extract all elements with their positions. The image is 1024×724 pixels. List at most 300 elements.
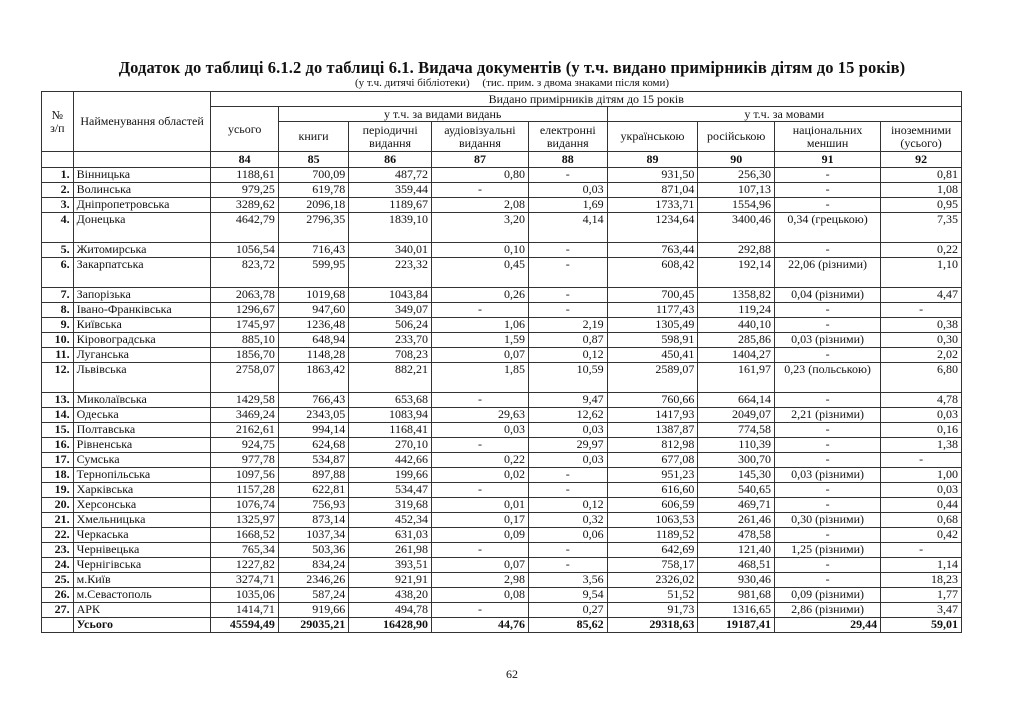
header-books: книги — [278, 122, 348, 152]
data-cell: 340,01 — [349, 243, 432, 258]
data-cell: 921,91 — [349, 573, 432, 588]
data-cell: 442,66 — [349, 453, 432, 468]
table-row — [42, 333, 962, 348]
data-cell: 885,10 — [211, 333, 278, 348]
data-cell: 1668,52 — [211, 528, 278, 543]
data-cell: 587,24 — [278, 588, 348, 603]
data-cell: - — [431, 603, 528, 618]
data-cell: 3,20 — [431, 213, 528, 243]
data-cell: 1554,96 — [698, 198, 775, 213]
data-cell: 871,04 — [607, 183, 698, 198]
data-cell: 1189,67 — [349, 198, 432, 213]
data-cell: 2049,07 — [698, 408, 775, 423]
data-cell: - — [774, 453, 880, 468]
column-number: 88 — [528, 152, 607, 168]
data-cell: 6,80 — [881, 363, 962, 393]
data-cell: 700,45 — [607, 288, 698, 303]
data-cell: 534,87 — [278, 453, 348, 468]
data-cell: 873,14 — [278, 513, 348, 528]
row-number: 19. — [42, 483, 74, 498]
data-cell: 145,30 — [698, 468, 775, 483]
table-row — [42, 438, 962, 453]
row-number: 23. — [42, 543, 74, 558]
data-cell: - — [431, 543, 528, 558]
data-cell: 91,73 — [607, 603, 698, 618]
data-cell: 0,09 — [431, 528, 528, 543]
row-number: 21. — [42, 513, 74, 528]
data-cell: - — [431, 483, 528, 498]
data-cell: 1234,64 — [607, 213, 698, 243]
data-cell: 1,85 — [431, 363, 528, 393]
data-cell: - — [528, 243, 607, 258]
data-cell: 0,42 — [881, 528, 962, 543]
data-cell: 1056,54 — [211, 243, 278, 258]
data-cell: 2,19 — [528, 318, 607, 333]
data-cell: - — [881, 543, 962, 558]
header-audiovisual: аудіовізуальні видання — [431, 122, 528, 152]
region-name: Луганська — [73, 348, 211, 363]
data-cell: 2162,61 — [211, 423, 278, 438]
data-cell: 653,68 — [349, 393, 432, 408]
header-ukrainian: українською — [607, 122, 698, 152]
data-cell: 1856,70 — [211, 348, 278, 363]
table-row — [42, 348, 962, 363]
data-cell: 1325,97 — [211, 513, 278, 528]
region-name: Тернопільська — [73, 468, 211, 483]
table-row — [42, 393, 962, 408]
data-cell: 2343,05 — [278, 408, 348, 423]
region-name: Хмельницька — [73, 513, 211, 528]
data-cell: 716,43 — [278, 243, 348, 258]
data-cell: - — [774, 243, 880, 258]
table-row — [42, 513, 962, 528]
header-total: усього — [211, 107, 278, 152]
data-cell: 223,32 — [349, 258, 432, 288]
data-cell: 1,38 — [881, 438, 962, 453]
column-number: 92 — [881, 152, 962, 168]
data-cell: 1417,93 — [607, 408, 698, 423]
data-cell: 12,62 — [528, 408, 607, 423]
data-cell: 1,69 — [528, 198, 607, 213]
data-cell: 619,78 — [278, 183, 348, 198]
data-cell: 1296,67 — [211, 303, 278, 318]
total-cell: 29318,63 — [607, 618, 698, 633]
data-cell: 540,65 — [698, 483, 775, 498]
data-cell: 1358,82 — [698, 288, 775, 303]
data-cell: 0,08 — [431, 588, 528, 603]
data-cell: - — [431, 393, 528, 408]
table-row — [42, 408, 962, 423]
data-cell: 4,78 — [881, 393, 962, 408]
data-cell: 642,69 — [607, 543, 698, 558]
data-cell: 1019,68 — [278, 288, 348, 303]
data-cell: 468,51 — [698, 558, 775, 573]
data-cell: 1236,48 — [278, 318, 348, 333]
data-cell: 3274,71 — [211, 573, 278, 588]
region-name: Чернігівська — [73, 558, 211, 573]
data-cell: 0,16 — [881, 423, 962, 438]
data-cell: 319,68 — [349, 498, 432, 513]
column-number: 91 — [774, 152, 880, 168]
data-cell: 1148,28 — [278, 348, 348, 363]
data-cell: 616,60 — [607, 483, 698, 498]
total-cell: 29035,21 — [278, 618, 348, 633]
data-cell: 0,30 — [881, 333, 962, 348]
row-number: 18. — [42, 468, 74, 483]
data-cell: 0,10 — [431, 243, 528, 258]
data-cell: 285,86 — [698, 333, 775, 348]
data-cell: 452,34 — [349, 513, 432, 528]
table-row — [42, 423, 962, 438]
data-cell: 1063,53 — [607, 513, 698, 528]
row-number: 16. — [42, 438, 74, 453]
table-row — [42, 498, 962, 513]
data-cell: 931,50 — [607, 168, 698, 183]
data-cell: 0,03 — [881, 483, 962, 498]
data-cell: - — [774, 183, 880, 198]
region-name: Донецька — [73, 213, 211, 243]
data-cell: 622,81 — [278, 483, 348, 498]
data-cell: 192,14 — [698, 258, 775, 288]
data-cell: 119,24 — [698, 303, 775, 318]
data-cell: 951,23 — [607, 468, 698, 483]
data-cell: 300,70 — [698, 453, 775, 468]
table-row — [42, 363, 962, 393]
data-cell: 947,60 — [278, 303, 348, 318]
table-row — [42, 588, 962, 603]
data-cell: 1316,65 — [698, 603, 775, 618]
region-name: Дніпропетровська — [73, 198, 211, 213]
data-cell: 2,86 (різними) — [774, 603, 880, 618]
data-cell: - — [528, 258, 607, 288]
data-cell: 0,07 — [431, 558, 528, 573]
data-cell: 3400,46 — [698, 213, 775, 243]
row-number: 17. — [42, 453, 74, 468]
data-cell: 1305,49 — [607, 318, 698, 333]
header-by-language: у т.ч. за мовами — [607, 107, 961, 122]
header-issued: Видано примірників дітям до 15 років — [211, 92, 962, 107]
data-cell: - — [774, 498, 880, 513]
data-cell: 1043,84 — [349, 288, 432, 303]
data-cell: 631,03 — [349, 528, 432, 543]
data-cell: 261,46 — [698, 513, 775, 528]
data-cell: 256,30 — [698, 168, 775, 183]
data-cell: 110,39 — [698, 438, 775, 453]
data-cell: 708,23 — [349, 348, 432, 363]
data-cell: - — [774, 528, 880, 543]
column-number-blank — [73, 152, 211, 168]
data-cell: - — [881, 303, 962, 318]
data-cell: 2,21 (різними) — [774, 408, 880, 423]
data-cell: 1,14 — [881, 558, 962, 573]
row-number: 6. — [42, 258, 74, 288]
data-cell: - — [774, 483, 880, 498]
column-number: 85 — [278, 152, 348, 168]
data-cell: 450,41 — [607, 348, 698, 363]
table-row — [42, 528, 962, 543]
column-number: 84 — [211, 152, 278, 168]
row-number: 1. — [42, 168, 74, 183]
data-cell: - — [528, 288, 607, 303]
data-cell: 930,46 — [698, 573, 775, 588]
data-cell: 0,01 — [431, 498, 528, 513]
data-cell: 1863,42 — [278, 363, 348, 393]
data-cell: 494,78 — [349, 603, 432, 618]
table-row — [42, 213, 962, 243]
data-cell: 1177,43 — [607, 303, 698, 318]
header-electronic: електронні видання — [528, 122, 607, 152]
data-cell: 606,59 — [607, 498, 698, 513]
row-number: 15. — [42, 423, 74, 438]
subtitle-children-libraries: (у т.ч. дитячі бібліотеки) — [354, 77, 470, 89]
row-number: 9. — [42, 318, 74, 333]
data-cell: - — [774, 303, 880, 318]
table-row — [42, 543, 962, 558]
data-cell: 0,03 — [431, 423, 528, 438]
data-cell: 503,36 — [278, 543, 348, 558]
table-row — [42, 603, 962, 618]
data-cell: 0,30 (різними) — [774, 513, 880, 528]
total-row-number — [42, 618, 74, 633]
data-cell: - — [528, 168, 607, 183]
data-cell: 981,68 — [698, 588, 775, 603]
data-cell: 1404,27 — [698, 348, 775, 363]
region-name: Херсонська — [73, 498, 211, 513]
data-cell: 994,14 — [278, 423, 348, 438]
data-cell: 2346,26 — [278, 573, 348, 588]
data-cell: 0,80 — [431, 168, 528, 183]
data-cell: 440,10 — [698, 318, 775, 333]
region-name: Полтавська — [73, 423, 211, 438]
total-cell: 16428,90 — [349, 618, 432, 633]
header-minorities: національних меншин — [774, 122, 880, 152]
data-cell: 0,12 — [528, 348, 607, 363]
data-cell: 664,14 — [698, 393, 775, 408]
row-number: 10. — [42, 333, 74, 348]
data-cell: 233,70 — [349, 333, 432, 348]
table-row — [42, 468, 962, 483]
data-cell: 924,75 — [211, 438, 278, 453]
data-cell: - — [774, 348, 880, 363]
data-cell: 648,94 — [278, 333, 348, 348]
data-cell: 0,95 — [881, 198, 962, 213]
data-cell: - — [528, 543, 607, 558]
data-cell: 199,66 — [349, 468, 432, 483]
data-cell: - — [774, 198, 880, 213]
row-number: 24. — [42, 558, 74, 573]
data-cell: 29,63 — [431, 408, 528, 423]
data-cell: 4,14 — [528, 213, 607, 243]
data-cell: - — [774, 558, 880, 573]
data-cell: 2,98 — [431, 573, 528, 588]
data-cell: 0,45 — [431, 258, 528, 288]
page-number: 62 — [506, 667, 518, 681]
data-cell: - — [774, 393, 880, 408]
data-cell: 0,22 — [881, 243, 962, 258]
data-cell: 1157,28 — [211, 483, 278, 498]
data-cell: 2063,78 — [211, 288, 278, 303]
row-number: 3. — [42, 198, 74, 213]
data-cell: 7,35 — [881, 213, 962, 243]
row-number: 14. — [42, 408, 74, 423]
region-name: Рівненська — [73, 438, 211, 453]
data-cell: 1,25 (різними) — [774, 543, 880, 558]
data-cell: - — [774, 438, 880, 453]
data-cell: - — [528, 468, 607, 483]
header-region: Найменування областей — [73, 92, 211, 152]
data-cell: 2,08 — [431, 198, 528, 213]
document-subtitle — [0, 77, 1024, 89]
data-cell: - — [431, 303, 528, 318]
region-name: Волинська — [73, 183, 211, 198]
data-cell: 161,97 — [698, 363, 775, 393]
data-cell: - — [774, 168, 880, 183]
row-number: 11. — [42, 348, 74, 363]
row-number: 13. — [42, 393, 74, 408]
data-cell: - — [528, 303, 607, 318]
data-cell: 292,88 — [698, 243, 775, 258]
header-foreign: іноземними (усього) — [881, 122, 962, 152]
row-number: 27. — [42, 603, 74, 618]
data-cell: 29,97 — [528, 438, 607, 453]
table-row — [42, 198, 962, 213]
data-cell: 0,68 — [881, 513, 962, 528]
region-name: Закарпатська — [73, 258, 211, 288]
data-cell: 10,59 — [528, 363, 607, 393]
data-cell: 0,03 (різними) — [774, 468, 880, 483]
data-cell: 1,59 — [431, 333, 528, 348]
column-number: 87 — [431, 152, 528, 168]
table-row — [42, 558, 962, 573]
column-number: 86 — [349, 152, 432, 168]
data-cell: 598,91 — [607, 333, 698, 348]
header-periodicals: періодичні видання — [349, 122, 432, 152]
data-cell: - — [431, 438, 528, 453]
region-name: АРК — [73, 603, 211, 618]
column-number: 89 — [607, 152, 698, 168]
table-body — [42, 168, 962, 633]
data-cell: 1387,87 — [607, 423, 698, 438]
data-cell: 2,02 — [881, 348, 962, 363]
data-cell: 1733,71 — [607, 198, 698, 213]
data-cell: 0,03 — [881, 408, 962, 423]
data-cell: 2589,07 — [607, 363, 698, 393]
data-cell: 1035,06 — [211, 588, 278, 603]
data-cell: 2758,07 — [211, 363, 278, 393]
data-cell: - — [528, 483, 607, 498]
data-cell: 1188,61 — [211, 168, 278, 183]
data-cell: 812,98 — [607, 438, 698, 453]
data-cell: 760,66 — [607, 393, 698, 408]
data-cell: 897,88 — [278, 468, 348, 483]
data-cell: 478,58 — [698, 528, 775, 543]
region-name: Харківська — [73, 483, 211, 498]
data-cell: 2096,18 — [278, 198, 348, 213]
data-cell: 1227,82 — [211, 558, 278, 573]
row-number: 20. — [42, 498, 74, 513]
total-cell: 29,44 — [774, 618, 880, 633]
data-cell: 51,52 — [607, 588, 698, 603]
data-cell: 774,58 — [698, 423, 775, 438]
data-cell: 608,42 — [607, 258, 698, 288]
region-name: Кіровоградська — [73, 333, 211, 348]
table-row — [42, 483, 962, 498]
data-cell: - — [881, 453, 962, 468]
data-cell: 0,09 (різними) — [774, 588, 880, 603]
data-cell: - — [774, 423, 880, 438]
data-cell: 0,34 (грецькою) — [774, 213, 880, 243]
data-cell: 0,22 — [431, 453, 528, 468]
row-number: 25. — [42, 573, 74, 588]
region-name: Одеська — [73, 408, 211, 423]
data-cell: 4,47 — [881, 288, 962, 303]
data-cell: - — [774, 318, 880, 333]
total-cell: 85,62 — [528, 618, 607, 633]
data-cell: 0,03 — [528, 183, 607, 198]
data-cell: 469,71 — [698, 498, 775, 513]
total-cell: 44,76 — [431, 618, 528, 633]
table-row — [42, 303, 962, 318]
column-number-blank — [42, 152, 74, 168]
data-cell: 0,26 — [431, 288, 528, 303]
data-cell: 1168,41 — [349, 423, 432, 438]
data-cell: 2796,35 — [278, 213, 348, 243]
subtitle-units: (тис. прим. з двома знаками після коми) — [482, 77, 669, 89]
data-cell: - — [431, 183, 528, 198]
data-cell: 766,43 — [278, 393, 348, 408]
data-cell: 270,10 — [349, 438, 432, 453]
data-cell: 107,13 — [698, 183, 775, 198]
region-name: Черкаська — [73, 528, 211, 543]
region-name: м.Севастополь — [73, 588, 211, 603]
data-cell: 121,40 — [698, 543, 775, 558]
data-cell: 1097,56 — [211, 468, 278, 483]
data-cell: 1,06 — [431, 318, 528, 333]
region-name: Запорізька — [73, 288, 211, 303]
region-name: Вінницька — [73, 168, 211, 183]
document-title: Додаток до таблиці 6.1.2 до таблиці 6.1. Видача документів (у т.ч. видано примірників дітям до 15 років) — [118, 58, 906, 77]
data-cell: 487,72 — [349, 168, 432, 183]
data-cell: 0,23 (польською) — [774, 363, 880, 393]
data-cell: 1076,74 — [211, 498, 278, 513]
data-cell: 765,34 — [211, 543, 278, 558]
region-name: Житомирська — [73, 243, 211, 258]
data-cell: 0,03 — [528, 423, 607, 438]
data-cell: 1083,94 — [349, 408, 432, 423]
data-cell: 0,07 — [431, 348, 528, 363]
row-number: 2. — [42, 183, 74, 198]
data-cell: 0,87 — [528, 333, 607, 348]
header-by-type: у т.ч. за видами видань — [278, 107, 607, 122]
data-cell: 0,06 — [528, 528, 607, 543]
data-cell: 359,44 — [349, 183, 432, 198]
data-cell: 349,07 — [349, 303, 432, 318]
data-cell: 0,44 — [881, 498, 962, 513]
total-label: Усього — [73, 618, 211, 633]
region-name: Львівська — [73, 363, 211, 393]
data-cell: 1,10 — [881, 258, 962, 288]
row-number: 4. — [42, 213, 74, 243]
data-cell: 1429,58 — [211, 393, 278, 408]
data-cell: 0,02 — [431, 468, 528, 483]
data-cell: 1,08 — [881, 183, 962, 198]
data-cell: 1414,71 — [211, 603, 278, 618]
column-numbers-row — [42, 152, 962, 168]
data-cell: 823,72 — [211, 258, 278, 288]
data-cell: 919,66 — [278, 603, 348, 618]
total-cell: 19187,41 — [698, 618, 775, 633]
data-cell: 624,68 — [278, 438, 348, 453]
